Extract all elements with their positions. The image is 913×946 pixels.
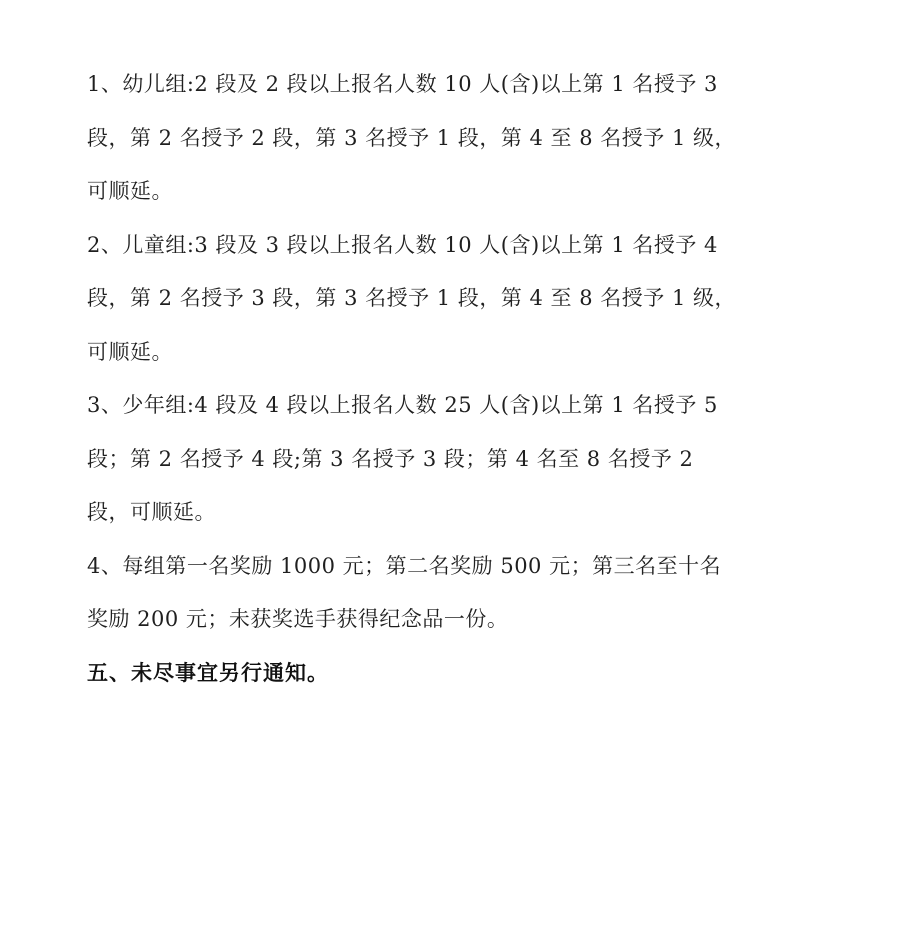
document-page [87, 58, 807, 700]
section-five [87, 647, 807, 701]
text-line: 2、儿童组:3 段及 3 段以上报名人数 10 人(含)以上第 1 名授予 4 [87, 232, 718, 257]
award-rule-junior-group [87, 379, 807, 540]
text-line: 1、幼儿组:2 段及 2 段以上报名人数 10 人(含)以上第 1 名授予 3 [87, 72, 718, 96]
text-line: 可顺延。 [87, 339, 173, 364]
text-line: 奖励 200 元；未获奖选手获得纪念品一份。 [87, 607, 509, 631]
text-line: 可顺延。 [87, 179, 173, 203]
text-line: 3、少年组:4 段及 4 段以上报名人数 25 人(含)以上第 1 名授予 5 [87, 393, 718, 417]
prize-money-rule [87, 540, 807, 647]
text-line: 4、每组第一名奖励 1000 元；第二名奖励 500 元；第三名至十名 [87, 553, 722, 578]
section-heading: 五、未尽事宜另行通知。 [87, 660, 329, 685]
text-line: 段；第 2 名授予 4 段;第 3 名授予 3 段；第 4 名至 8 名授予 2 [87, 446, 694, 471]
text-line: 段，可顺延。 [87, 500, 216, 524]
text-line: 段，第 2 名授予 3 段，第 3 名授予 1 段，第 4 至 8 名授予 1 级， [87, 286, 736, 310]
text-line: 段，第 2 名授予 2 段，第 3 名授予 1 段，第 4 至 8 名授予 1 级， [87, 125, 736, 150]
award-rule-kindergarten-group [87, 58, 807, 219]
award-rule-children-group [87, 219, 807, 380]
